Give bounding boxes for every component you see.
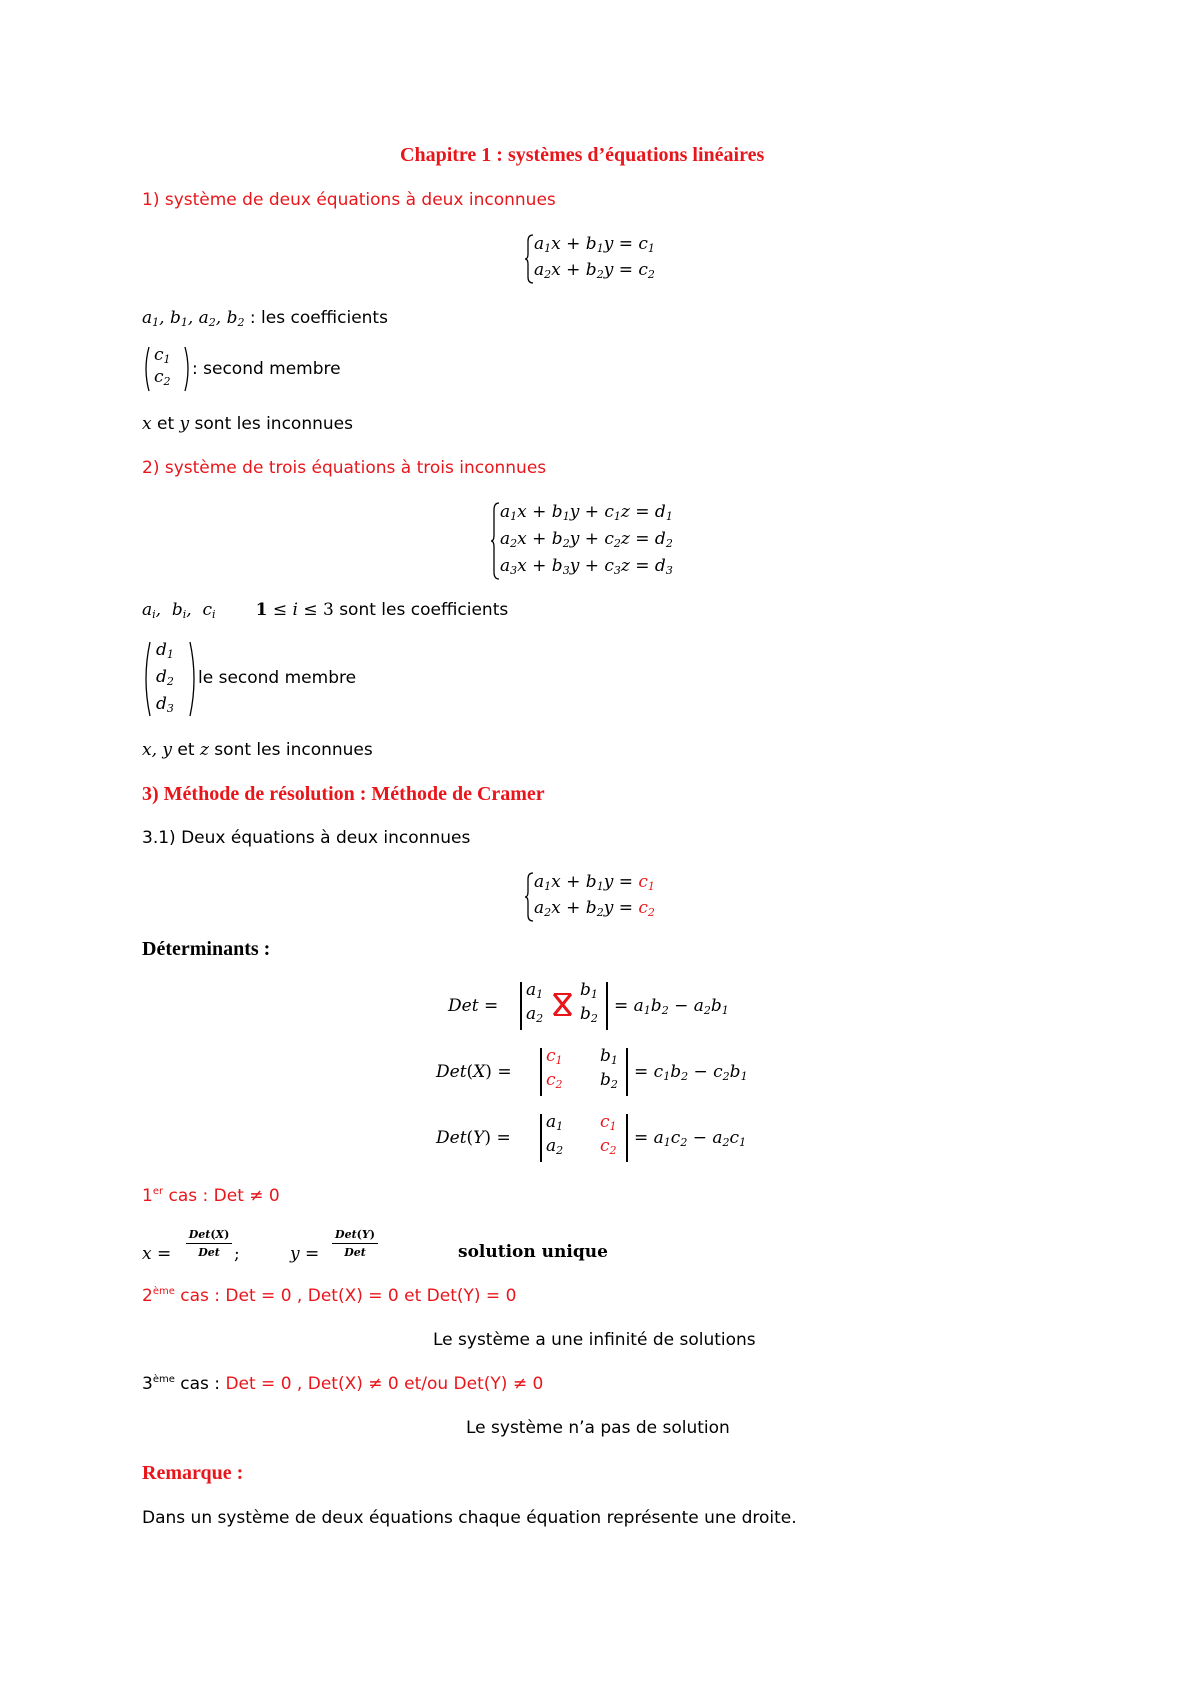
y-equals: y = — [290, 1244, 320, 1264]
left-brace — [524, 234, 534, 284]
unknowns-connector: et — [151, 414, 180, 434]
y-fraction: Det(Y) Det — [332, 1228, 378, 1259]
case-2-line — [142, 1286, 516, 1306]
second-member-label: : second membre — [192, 359, 341, 379]
coefficients-3-line — [142, 600, 508, 621]
coefficients-symbols: $a_1$, $b_1$, $a_2$, $b_2$ — [142, 308, 245, 329]
unknown-x: x — [142, 414, 152, 434]
section-3-heading: 3) Méthode de résolution : Méthode de Cramer — [142, 783, 545, 805]
case-3-prefix: cas : — [174, 1374, 226, 1394]
coefficients-3-symbols: $a_i$, $b_i$, $c_i$ — [142, 600, 216, 621]
cramer-line-1: $a_1x + b_1y = c_1$ — [534, 872, 655, 893]
vector3-entry-1: $d_1$ — [156, 640, 174, 661]
detx-b2: $b_2$ — [600, 1070, 618, 1091]
cross-multiply-icon — [551, 992, 575, 1018]
unknown-y: y — [179, 414, 190, 434]
x-fraction: Det(X) Det — [186, 1228, 232, 1259]
case-2-text: cas : Det = 0 , Det(X) = 0 et Det(Y) = 0 — [174, 1286, 517, 1306]
system-2x2 — [524, 232, 704, 288]
det-b1: $b_1$ — [580, 980, 598, 1001]
case-3-number: 3 — [142, 1374, 153, 1394]
det-rhs: = $a_1b_2 - a_2b_1$ — [614, 996, 729, 1017]
case-2-number: 2 — [142, 1286, 153, 1306]
case-3-text: Det = 0 , Det(X) ≠ 0 et/ou Det(Y) ≠ 0 — [225, 1374, 544, 1394]
dety-c1: $c_1$ — [600, 1112, 617, 1133]
case-3-result: Le système n’a pas de solution — [466, 1418, 730, 1438]
detx-bar-right — [626, 1048, 628, 1096]
second-member-3-label: le second membre — [198, 668, 357, 688]
equation-line-1: $a_1x + b_1y = c_1$ — [534, 234, 655, 255]
dety-rhs: = $a_1c_2 - a_2c_1$ — [634, 1128, 747, 1149]
equation-line-2: $a_2x + b_2y = c_2$ — [534, 260, 655, 281]
unknowns-line — [142, 414, 353, 434]
case-1-ordinal: er — [152, 1186, 164, 1197]
unknowns-3-tail: sont les inconnues — [208, 740, 373, 760]
second-member-3 — [142, 640, 422, 718]
det-formula — [448, 978, 768, 1034]
dety-formula — [436, 1110, 776, 1166]
coefficients-line — [142, 308, 388, 329]
case-1-line — [142, 1186, 280, 1206]
dety-lhs: Det(Y) = — [436, 1128, 511, 1148]
dety-a2: $a_2$ — [546, 1136, 564, 1157]
detx-bar-left — [540, 1048, 542, 1096]
index-range: 1 ≤ i ≤ 3 — [255, 600, 334, 620]
unknowns-3-connector: et — [172, 740, 200, 760]
system-3x3 — [490, 500, 730, 582]
case-1-number: 1 — [142, 1186, 153, 1206]
unknowns-3-line — [142, 740, 373, 760]
dety-a1: $a_1$ — [546, 1112, 564, 1133]
system-cramer — [524, 870, 704, 926]
det-b2: $b_2$ — [580, 1004, 598, 1025]
equation3-line-3: $a_3x + b_3y + c_3z = d_3$ — [500, 556, 673, 577]
second-member-2 — [142, 345, 402, 393]
determinants-heading: Déterminants : — [142, 938, 271, 960]
remark-heading: Remarque : — [142, 1462, 244, 1484]
section-2-heading: 2) système de trois équations à trois inconnues — [142, 458, 547, 478]
left-brace-3 — [490, 502, 500, 580]
vector3-entry-3: $d_3$ — [156, 694, 174, 715]
vector-entry-1: $c_1$ — [154, 345, 171, 366]
subsection-3-1: 3.1) Deux équations à deux inconnues — [142, 828, 471, 848]
unknowns-3-xy: x, y — [142, 740, 172, 760]
case-1-text: cas : Det ≠ 0 — [163, 1186, 280, 1206]
equation3-line-2: $a_2x + b_2y + c_2z = d_2$ — [500, 529, 673, 550]
det-bar-right — [606, 982, 608, 1030]
cramer-line-2: $a_2x + b_2y = c_2$ — [534, 898, 655, 919]
case-2-ordinal: ème — [152, 1286, 175, 1297]
case-3-line — [142, 1374, 543, 1394]
fraction-separator: ; — [234, 1244, 240, 1264]
case-3-ordinal: ème — [152, 1374, 175, 1385]
detx-lhs: Det(X) = — [436, 1062, 512, 1082]
detx-formula — [436, 1044, 776, 1100]
coefficients-label: : les coefficients — [244, 308, 388, 328]
vector3-entry-2: $d_2$ — [156, 667, 174, 688]
case-2-result: Le système a une infinité de solutions — [433, 1330, 756, 1350]
dety-bar-left — [540, 1114, 542, 1162]
detx-b1: $b_1$ — [600, 1046, 618, 1067]
equation3-line-1: $a_1x + b_1y + c_1z = d_1$ — [500, 502, 673, 523]
section-1-heading: 1) système de deux équations à deux inconnues — [142, 190, 556, 210]
case-1-solution — [142, 1224, 662, 1274]
det-a2: $a_2$ — [526, 1004, 544, 1025]
detx-rhs: = $c_1b_2 - c_2b_1$ — [634, 1062, 748, 1083]
unknowns-tail: sont les inconnues — [189, 414, 353, 434]
solution-unique: solution unique — [458, 1242, 608, 1262]
remark-text: Dans un système de deux équations chaque équation représente une droite. — [142, 1508, 797, 1528]
detx-c2: $c_2$ — [546, 1070, 563, 1091]
dety-bar-right — [626, 1114, 628, 1162]
left-brace-cramer — [524, 872, 534, 922]
x-equals: x = — [142, 1244, 172, 1264]
coefficients-3-label: sont les coefficients — [333, 600, 509, 620]
det-a1: $a_1$ — [526, 980, 544, 1001]
vector-entry-2: $c_2$ — [154, 367, 171, 388]
det-lhs: Det = — [448, 996, 499, 1016]
det-bar-left — [520, 982, 522, 1030]
dety-c2: $c_2$ — [600, 1136, 617, 1157]
unknown-z: z — [199, 740, 209, 760]
chapter-title: Chapitre 1 : systèmes d’équations linéaires — [400, 144, 765, 166]
detx-c1: $c_1$ — [546, 1046, 563, 1067]
